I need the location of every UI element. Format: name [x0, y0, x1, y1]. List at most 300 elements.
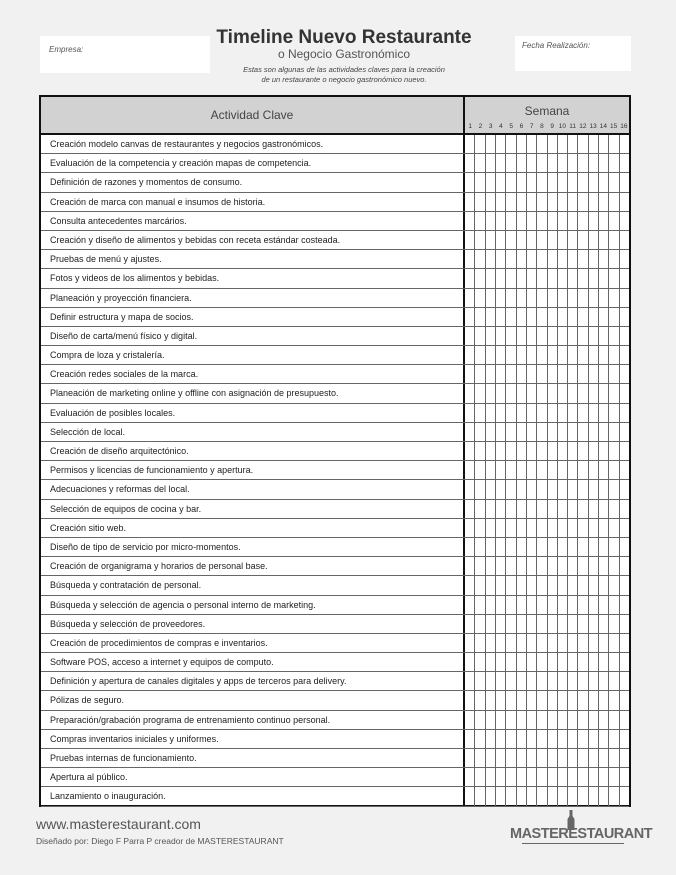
week-cell[interactable] — [517, 365, 527, 383]
week-cell[interactable] — [527, 327, 537, 345]
week-cell[interactable] — [609, 615, 619, 633]
week-cell[interactable] — [589, 634, 599, 652]
week-cell[interactable] — [548, 327, 558, 345]
week-cell[interactable] — [589, 768, 599, 786]
week-cell[interactable] — [475, 365, 485, 383]
week-cell[interactable] — [537, 193, 547, 211]
week-cell[interactable] — [578, 250, 588, 268]
week-cell[interactable] — [465, 787, 475, 805]
week-cell[interactable] — [558, 250, 568, 268]
week-cell[interactable] — [620, 212, 629, 230]
week-cell[interactable] — [578, 442, 588, 460]
week-cell[interactable] — [620, 442, 629, 460]
week-cell[interactable] — [599, 365, 609, 383]
week-cell[interactable] — [548, 576, 558, 594]
week-cell[interactable] — [599, 711, 609, 729]
week-cell[interactable] — [465, 596, 475, 614]
week-cell[interactable] — [578, 500, 588, 518]
week-cell[interactable] — [568, 365, 578, 383]
week-cell[interactable] — [568, 442, 578, 460]
week-cell[interactable] — [589, 346, 599, 364]
week-cell[interactable] — [609, 173, 619, 191]
week-cell[interactable] — [558, 768, 568, 786]
week-cell[interactable] — [548, 730, 558, 748]
week-cell[interactable] — [568, 519, 578, 537]
week-cell[interactable] — [609, 653, 619, 671]
week-cell[interactable] — [568, 308, 578, 326]
week-cell[interactable] — [506, 500, 516, 518]
week-cell[interactable] — [578, 231, 588, 249]
week-cell[interactable] — [537, 154, 547, 172]
week-cell[interactable] — [589, 519, 599, 537]
week-cell[interactable] — [486, 538, 496, 556]
week-cell[interactable] — [486, 193, 496, 211]
week-cell[interactable] — [609, 576, 619, 594]
week-cell[interactable] — [578, 596, 588, 614]
week-cell[interactable] — [558, 615, 568, 633]
week-cell[interactable] — [568, 596, 578, 614]
week-cell[interactable] — [620, 308, 629, 326]
week-cell[interactable] — [609, 672, 619, 690]
week-cell[interactable] — [496, 173, 506, 191]
week-cell[interactable] — [620, 154, 629, 172]
week-cell[interactable] — [517, 596, 527, 614]
week-cell[interactable] — [496, 711, 506, 729]
week-cell[interactable] — [486, 749, 496, 767]
week-cell[interactable] — [517, 442, 527, 460]
week-cell[interactable] — [609, 634, 619, 652]
week-cell[interactable] — [506, 787, 516, 805]
week-cell[interactable] — [465, 576, 475, 594]
week-cell[interactable] — [548, 365, 558, 383]
week-cell[interactable] — [609, 135, 619, 153]
week-cell[interactable] — [599, 423, 609, 441]
week-cell[interactable] — [568, 250, 578, 268]
week-cell[interactable] — [568, 404, 578, 422]
week-cell[interactable] — [589, 289, 599, 307]
week-cell[interactable] — [486, 384, 496, 402]
week-cell[interactable] — [620, 231, 629, 249]
week-cell[interactable] — [537, 135, 547, 153]
week-cell[interactable] — [620, 519, 629, 537]
week-cell[interactable] — [527, 365, 537, 383]
week-cell[interactable] — [609, 327, 619, 345]
week-cell[interactable] — [558, 289, 568, 307]
week-cell[interactable] — [475, 154, 485, 172]
week-cell[interactable] — [496, 308, 506, 326]
week-cell[interactable] — [517, 500, 527, 518]
week-cell[interactable] — [558, 365, 568, 383]
week-cell[interactable] — [496, 615, 506, 633]
week-cell[interactable] — [537, 653, 547, 671]
week-cell[interactable] — [548, 423, 558, 441]
week-cell[interactable] — [475, 768, 485, 786]
week-cell[interactable] — [620, 346, 629, 364]
week-cell[interactable] — [568, 154, 578, 172]
week-cell[interactable] — [537, 365, 547, 383]
week-cell[interactable] — [599, 787, 609, 805]
week-cell[interactable] — [486, 787, 496, 805]
week-cell[interactable] — [609, 308, 619, 326]
week-cell[interactable] — [475, 538, 485, 556]
week-cell[interactable] — [599, 538, 609, 556]
week-cell[interactable] — [486, 423, 496, 441]
week-cell[interactable] — [527, 519, 537, 537]
week-cell[interactable] — [475, 269, 485, 287]
week-cell[interactable] — [620, 404, 629, 422]
week-cell[interactable] — [589, 480, 599, 498]
week-cell[interactable] — [506, 231, 516, 249]
week-cell[interactable] — [578, 404, 588, 422]
week-cell[interactable] — [578, 768, 588, 786]
week-cell[interactable] — [486, 615, 496, 633]
week-cell[interactable] — [599, 250, 609, 268]
week-cell[interactable] — [475, 404, 485, 422]
week-cell[interactable] — [496, 154, 506, 172]
week-cell[interactable] — [506, 442, 516, 460]
week-cell[interactable] — [609, 480, 619, 498]
week-cell[interactable] — [527, 250, 537, 268]
week-cell[interactable] — [620, 250, 629, 268]
week-cell[interactable] — [558, 346, 568, 364]
week-cell[interactable] — [465, 538, 475, 556]
week-cell[interactable] — [537, 173, 547, 191]
week-cell[interactable] — [599, 480, 609, 498]
week-cell[interactable] — [486, 672, 496, 690]
week-cell[interactable] — [527, 289, 537, 307]
week-cell[interactable] — [609, 423, 619, 441]
week-cell[interactable] — [558, 672, 568, 690]
week-cell[interactable] — [609, 749, 619, 767]
week-cell[interactable] — [620, 384, 629, 402]
week-cell[interactable] — [578, 538, 588, 556]
week-cell[interactable] — [465, 384, 475, 402]
week-cell[interactable] — [506, 480, 516, 498]
week-cell[interactable] — [599, 289, 609, 307]
week-cell[interactable] — [609, 404, 619, 422]
week-cell[interactable] — [527, 672, 537, 690]
week-cell[interactable] — [527, 231, 537, 249]
week-cell[interactable] — [568, 711, 578, 729]
week-cell[interactable] — [517, 519, 527, 537]
week-cell[interactable] — [620, 672, 629, 690]
week-cell[interactable] — [620, 749, 629, 767]
week-cell[interactable] — [527, 557, 537, 575]
week-cell[interactable] — [578, 173, 588, 191]
week-cell[interactable] — [517, 135, 527, 153]
week-cell[interactable] — [568, 231, 578, 249]
week-cell[interactable] — [568, 538, 578, 556]
week-cell[interactable] — [517, 653, 527, 671]
week-cell[interactable] — [620, 423, 629, 441]
week-cell[interactable] — [589, 423, 599, 441]
week-cell[interactable] — [578, 480, 588, 498]
week-cell[interactable] — [486, 327, 496, 345]
week-cell[interactable] — [475, 442, 485, 460]
week-cell[interactable] — [568, 768, 578, 786]
week-cell[interactable] — [527, 212, 537, 230]
week-cell[interactable] — [517, 193, 527, 211]
week-cell[interactable] — [527, 691, 537, 709]
week-cell[interactable] — [517, 538, 527, 556]
week-cell[interactable] — [548, 711, 558, 729]
week-cell[interactable] — [475, 730, 485, 748]
week-cell[interactable] — [486, 596, 496, 614]
week-cell[interactable] — [589, 193, 599, 211]
week-cell[interactable] — [465, 768, 475, 786]
week-cell[interactable] — [599, 461, 609, 479]
week-cell[interactable] — [506, 519, 516, 537]
week-cell[interactable] — [568, 173, 578, 191]
week-cell[interactable] — [486, 365, 496, 383]
week-cell[interactable] — [548, 135, 558, 153]
week-cell[interactable] — [506, 365, 516, 383]
week-cell[interactable] — [599, 173, 609, 191]
week-cell[interactable] — [548, 173, 558, 191]
week-cell[interactable] — [558, 691, 568, 709]
week-cell[interactable] — [465, 500, 475, 518]
week-cell[interactable] — [568, 461, 578, 479]
week-cell[interactable] — [548, 289, 558, 307]
week-cell[interactable] — [527, 461, 537, 479]
week-cell[interactable] — [517, 615, 527, 633]
week-cell[interactable] — [537, 289, 547, 307]
week-cell[interactable] — [548, 154, 558, 172]
week-cell[interactable] — [568, 384, 578, 402]
week-cell[interactable] — [599, 672, 609, 690]
week-cell[interactable] — [517, 154, 527, 172]
week-cell[interactable] — [465, 423, 475, 441]
week-cell[interactable] — [620, 289, 629, 307]
week-cell[interactable] — [537, 615, 547, 633]
week-cell[interactable] — [496, 730, 506, 748]
week-cell[interactable] — [475, 289, 485, 307]
week-cell[interactable] — [486, 135, 496, 153]
week-cell[interactable] — [506, 730, 516, 748]
week-cell[interactable] — [578, 672, 588, 690]
week-cell[interactable] — [475, 500, 485, 518]
week-cell[interactable] — [558, 787, 568, 805]
week-cell[interactable] — [548, 461, 558, 479]
week-cell[interactable] — [496, 442, 506, 460]
week-cell[interactable] — [578, 193, 588, 211]
week-cell[interactable] — [599, 231, 609, 249]
week-cell[interactable] — [599, 519, 609, 537]
week-cell[interactable] — [568, 346, 578, 364]
week-cell[interactable] — [578, 711, 588, 729]
week-cell[interactable] — [506, 404, 516, 422]
week-cell[interactable] — [486, 768, 496, 786]
week-cell[interactable] — [486, 500, 496, 518]
week-cell[interactable] — [558, 519, 568, 537]
week-cell[interactable] — [465, 461, 475, 479]
week-cell[interactable] — [599, 768, 609, 786]
week-cell[interactable] — [609, 384, 619, 402]
week-cell[interactable] — [589, 154, 599, 172]
week-cell[interactable] — [568, 193, 578, 211]
week-cell[interactable] — [589, 327, 599, 345]
week-cell[interactable] — [558, 461, 568, 479]
week-cell[interactable] — [620, 787, 629, 805]
week-cell[interactable] — [589, 576, 599, 594]
footer-url[interactable]: www.masterestaurant.com — [36, 816, 201, 832]
week-cell[interactable] — [558, 653, 568, 671]
week-cell[interactable] — [578, 269, 588, 287]
week-cell[interactable] — [558, 193, 568, 211]
week-cell[interactable] — [558, 173, 568, 191]
week-cell[interactable] — [578, 576, 588, 594]
week-cell[interactable] — [527, 538, 537, 556]
week-cell[interactable] — [537, 308, 547, 326]
week-cell[interactable] — [589, 596, 599, 614]
week-cell[interactable] — [465, 749, 475, 767]
week-cell[interactable] — [620, 480, 629, 498]
week-cell[interactable] — [506, 212, 516, 230]
week-cell[interactable] — [506, 768, 516, 786]
week-cell[interactable] — [496, 768, 506, 786]
week-cell[interactable] — [589, 749, 599, 767]
week-cell[interactable] — [475, 135, 485, 153]
week-cell[interactable] — [475, 212, 485, 230]
week-cell[interactable] — [486, 154, 496, 172]
week-cell[interactable] — [475, 231, 485, 249]
week-cell[interactable] — [506, 346, 516, 364]
week-cell[interactable] — [506, 596, 516, 614]
week-cell[interactable] — [465, 231, 475, 249]
week-cell[interactable] — [620, 691, 629, 709]
week-cell[interactable] — [589, 461, 599, 479]
week-cell[interactable] — [506, 154, 516, 172]
week-cell[interactable] — [475, 634, 485, 652]
week-cell[interactable] — [578, 787, 588, 805]
week-cell[interactable] — [465, 691, 475, 709]
week-cell[interactable] — [517, 289, 527, 307]
week-cell[interactable] — [558, 557, 568, 575]
week-cell[interactable] — [578, 423, 588, 441]
week-cell[interactable] — [475, 193, 485, 211]
week-cell[interactable] — [506, 173, 516, 191]
week-cell[interactable] — [537, 480, 547, 498]
week-cell[interactable] — [620, 500, 629, 518]
week-cell[interactable] — [537, 634, 547, 652]
week-cell[interactable] — [475, 557, 485, 575]
week-cell[interactable] — [496, 212, 506, 230]
fecha-field[interactable] — [515, 36, 631, 71]
week-cell[interactable] — [517, 576, 527, 594]
week-cell[interactable] — [506, 193, 516, 211]
week-cell[interactable] — [568, 691, 578, 709]
week-cell[interactable] — [537, 672, 547, 690]
week-cell[interactable] — [486, 519, 496, 537]
week-cell[interactable] — [486, 557, 496, 575]
week-cell[interactable] — [496, 461, 506, 479]
week-cell[interactable] — [620, 768, 629, 786]
week-cell[interactable] — [506, 308, 516, 326]
week-cell[interactable] — [486, 711, 496, 729]
week-cell[interactable] — [496, 289, 506, 307]
week-cell[interactable] — [578, 749, 588, 767]
week-cell[interactable] — [506, 538, 516, 556]
week-cell[interactable] — [475, 308, 485, 326]
week-cell[interactable] — [599, 154, 609, 172]
week-cell[interactable] — [558, 538, 568, 556]
week-cell[interactable] — [506, 423, 516, 441]
week-cell[interactable] — [589, 500, 599, 518]
week-cell[interactable] — [599, 384, 609, 402]
week-cell[interactable] — [568, 730, 578, 748]
week-cell[interactable] — [465, 346, 475, 364]
week-cell[interactable] — [568, 135, 578, 153]
week-cell[interactable] — [599, 691, 609, 709]
week-cell[interactable] — [589, 404, 599, 422]
week-cell[interactable] — [486, 653, 496, 671]
week-cell[interactable] — [537, 327, 547, 345]
week-cell[interactable] — [475, 519, 485, 537]
week-cell[interactable] — [506, 749, 516, 767]
week-cell[interactable] — [558, 442, 568, 460]
week-cell[interactable] — [537, 787, 547, 805]
week-cell[interactable] — [578, 634, 588, 652]
week-cell[interactable] — [548, 231, 558, 249]
week-cell[interactable] — [475, 327, 485, 345]
week-cell[interactable] — [517, 308, 527, 326]
week-cell[interactable] — [568, 480, 578, 498]
week-cell[interactable] — [620, 173, 629, 191]
week-cell[interactable] — [537, 596, 547, 614]
week-cell[interactable] — [620, 634, 629, 652]
week-cell[interactable] — [578, 730, 588, 748]
week-cell[interactable] — [537, 384, 547, 402]
week-cell[interactable] — [548, 500, 558, 518]
week-cell[interactable] — [527, 423, 537, 441]
week-cell[interactable] — [589, 384, 599, 402]
week-cell[interactable] — [620, 576, 629, 594]
week-cell[interactable] — [578, 289, 588, 307]
week-cell[interactable] — [578, 308, 588, 326]
week-cell[interactable] — [475, 691, 485, 709]
week-cell[interactable] — [558, 154, 568, 172]
week-cell[interactable] — [578, 154, 588, 172]
week-cell[interactable] — [609, 154, 619, 172]
week-cell[interactable] — [578, 691, 588, 709]
week-cell[interactable] — [620, 538, 629, 556]
week-cell[interactable] — [609, 768, 619, 786]
week-cell[interactable] — [578, 653, 588, 671]
week-cell[interactable] — [486, 231, 496, 249]
week-cell[interactable] — [548, 538, 558, 556]
week-cell[interactable] — [527, 749, 537, 767]
week-cell[interactable] — [527, 135, 537, 153]
week-cell[interactable] — [475, 423, 485, 441]
week-cell[interactable] — [578, 557, 588, 575]
week-cell[interactable] — [517, 787, 527, 805]
week-cell[interactable] — [548, 442, 558, 460]
week-cell[interactable] — [599, 634, 609, 652]
week-cell[interactable] — [496, 672, 506, 690]
week-cell[interactable] — [568, 672, 578, 690]
week-cell[interactable] — [496, 749, 506, 767]
week-cell[interactable] — [558, 749, 568, 767]
week-cell[interactable] — [548, 404, 558, 422]
week-cell[interactable] — [548, 691, 558, 709]
week-cell[interactable] — [609, 346, 619, 364]
week-cell[interactable] — [599, 269, 609, 287]
week-cell[interactable] — [517, 212, 527, 230]
week-cell[interactable] — [558, 596, 568, 614]
week-cell[interactable] — [609, 231, 619, 249]
week-cell[interactable] — [537, 500, 547, 518]
week-cell[interactable] — [517, 480, 527, 498]
